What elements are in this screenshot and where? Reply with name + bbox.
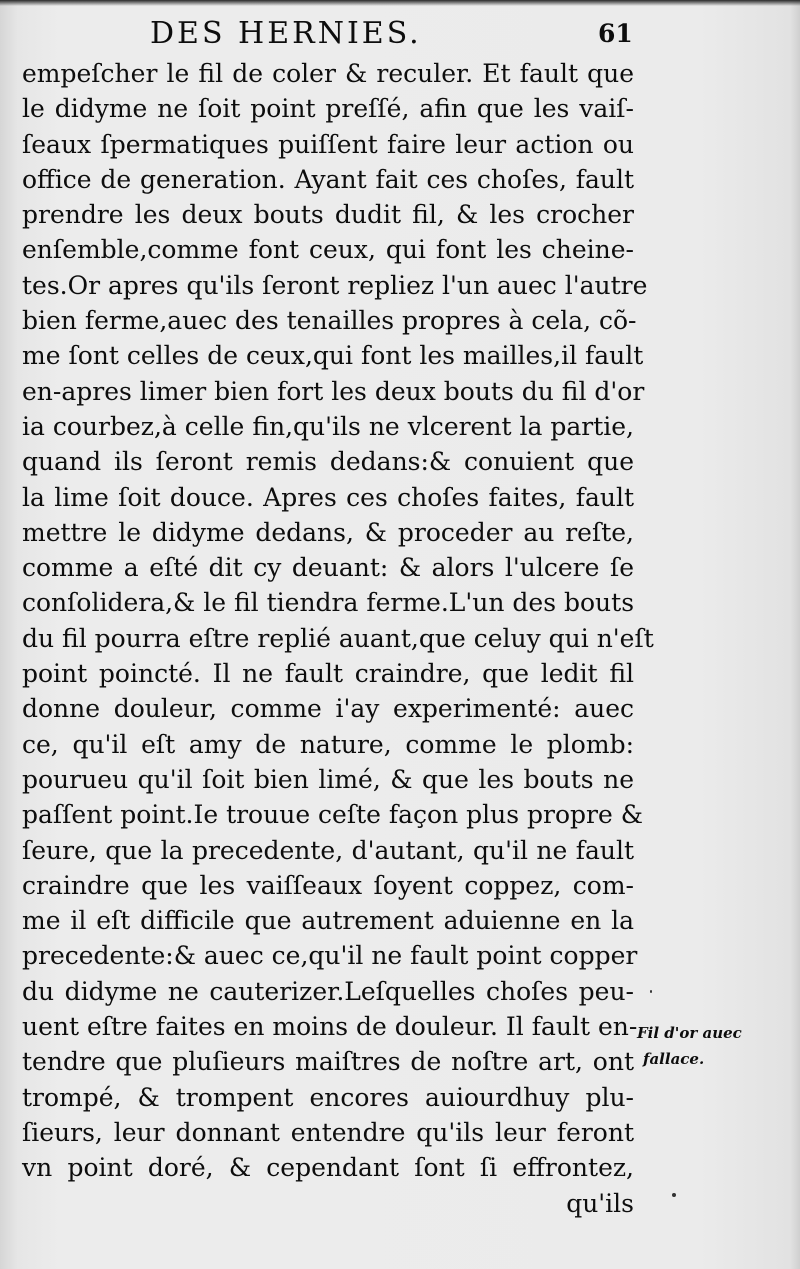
text-line: la lime ſoit douce. Apres ces choſes faites, fault bbox=[22, 482, 634, 512]
page-top-edge-shadow bbox=[0, 0, 800, 6]
text-line: precedente:& auec ce,qu'il ne fault point copper bbox=[22, 941, 638, 971]
text-line: vn point doré, & cependant ſont ſi effrontez, bbox=[22, 1153, 634, 1183]
text-line: enſemble,comme font ceux, qui font les cheine- bbox=[22, 235, 634, 265]
marginal-note-line: Fil d'or auec bbox=[637, 1024, 742, 1042]
text-line: mettre le didyme dedans, & proceder au reſte, bbox=[22, 517, 634, 547]
text-line: ce, qu'il eſt amy de nature, comme le plomb: bbox=[22, 729, 634, 759]
text-line: tes.Or apres qu'ils ſeront repliez l'un auec l'autre bbox=[22, 270, 648, 300]
text-line: du didyme ne cauterizer.Leſquelles choſes peu- bbox=[22, 976, 634, 1006]
text-line: ſieurs, leur donnant entendre qu'ils leur feront bbox=[22, 1117, 634, 1147]
text-line: comme a eſté dit cy deuant: & alors l'ulcere ſe bbox=[22, 553, 634, 583]
text-line: le didyme ne ſoit point preſſé, afin que les vaiſ- bbox=[22, 94, 634, 124]
text-line: point poincté. Il ne fault craindre, que ledit fil bbox=[22, 659, 634, 689]
text-line: du fil pourra eſtre replié auant,que celuy qui n'eſt bbox=[22, 623, 654, 653]
text-line: trompé, & trompent encores auiourdhuy plu- bbox=[22, 1082, 634, 1112]
ink-speck bbox=[650, 990, 652, 993]
marginal-note-line: fallace. bbox=[643, 1050, 705, 1068]
text-line: me il eſt difficile que autrement aduienne en la bbox=[22, 906, 634, 936]
text-line: ia courbez,à celle fin,qu'ils ne vlcerent la partie, bbox=[22, 411, 634, 441]
text-line: conſolidera,& le fil tiendra ferme.L'un des bouts bbox=[22, 588, 635, 618]
ink-speck bbox=[672, 1193, 676, 1197]
text-line: empeſcher le fil de coler & reculer. Et fault que bbox=[22, 59, 634, 88]
text-line: prendre les deux bouts dudit fil, & les crocher bbox=[22, 200, 634, 230]
text-line: office de generation. Ayant fait ces choſes, fault bbox=[22, 164, 634, 194]
text-line: tendre que pluſieurs maiſtres de noſtre art, ont bbox=[22, 1047, 634, 1077]
text-line: en-apres limer bien fort les deux bouts du fil d'or bbox=[22, 376, 645, 406]
text-line: ſeure, que la precedente, d'autant, qu'il ne fault bbox=[22, 835, 634, 865]
catchword: qu'ils bbox=[566, 1188, 634, 1218]
body-text bbox=[22, 56, 654, 1221]
text-line: uent eſtre faites en moins de douleur. Il fault en- bbox=[22, 1012, 638, 1042]
text-line: pourueu qu'il ſoit bien limé, & que les bouts ne bbox=[22, 764, 634, 794]
text-line: me ſont celles de ceux,qui font les mailles,il fault bbox=[22, 341, 644, 371]
text-line: paſſent point.Ie trouue ceſte façon plus propre & bbox=[22, 800, 643, 830]
text-line: quand ils ſeront remis dedans:& conuient que bbox=[22, 447, 634, 477]
text-line: donne douleur, comme i'ay experimenté: auec bbox=[22, 694, 634, 724]
marginal-note bbox=[637, 1020, 797, 1072]
running-head: DES HERNIES. bbox=[150, 16, 422, 51]
text-line: bien ferme,auec des tenailles propres à cela, cõ- bbox=[22, 306, 637, 336]
page-number: 61 bbox=[598, 19, 633, 48]
text-line: ſeaux ſpermatiques puiſſent faire leur action ou bbox=[22, 129, 634, 159]
text-line: craindre que les vaiſſeaux ſoyent coppez, com- bbox=[22, 870, 634, 900]
